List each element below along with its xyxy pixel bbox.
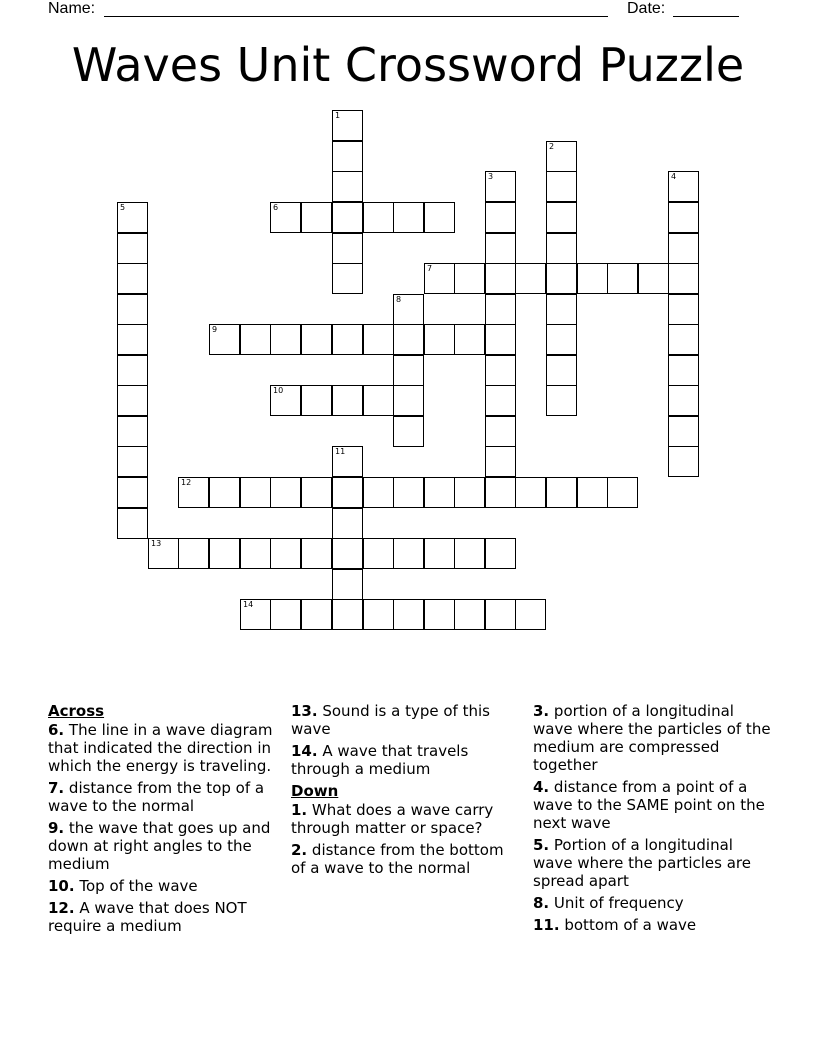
crossword-cell[interactable] [393,538,424,569]
crossword-cell[interactable] [668,171,699,202]
clue-number: 7. [48,779,65,797]
clue-across-10 [48,877,273,895]
crossword-cell[interactable] [485,599,516,630]
clue-down-4 [533,778,773,832]
crossword-cell[interactable] [178,538,209,569]
clue-down-2 [291,841,516,877]
crossword-cell[interactable] [546,324,577,355]
crossword-cell[interactable] [546,263,577,294]
crossword-cell[interactable] [332,110,363,141]
clue-text: distance from the top of a wave to the normal [48,779,265,815]
crossword-cell[interactable] [301,385,332,416]
date-label: Date: [627,0,666,17]
cell-number: 6 [273,203,279,212]
cell-number: 12 [181,478,192,487]
crossword-cell[interactable] [424,202,455,233]
clue-text: the wave that goes up and down at right angles to the medium [48,819,271,873]
cell-number: 5 [120,203,126,212]
clue-down-1 [291,801,516,837]
crossword-cell[interactable] [363,385,394,416]
crossword-cell[interactable] [454,263,485,294]
crossword-cell[interactable] [485,233,516,264]
crossword-cell[interactable] [668,202,699,233]
crossword-cell[interactable] [485,477,516,508]
crossword-cell[interactable] [332,263,363,294]
crossword-cell[interactable] [485,294,516,325]
crossword-cell[interactable] [270,385,301,416]
clue-text: A wave that travels through a medium [291,742,469,778]
crossword-cell[interactable] [117,446,148,477]
crossword-cell[interactable] [577,263,608,294]
crossword-cell[interactable] [332,446,363,477]
crossword-cell[interactable] [485,385,516,416]
crossword-cell[interactable] [240,538,271,569]
crossword-cell[interactable] [515,263,546,294]
crossword-cell[interactable] [454,477,485,508]
name-label: Name: [48,0,96,17]
crossword-cell[interactable] [546,355,577,386]
crossword-cell[interactable] [638,263,669,294]
crossword-cell[interactable] [332,233,363,264]
clue-across-6 [48,721,273,775]
clue-across-12 [48,899,273,935]
crossword-cell[interactable] [485,446,516,477]
crossword-cell[interactable] [668,263,699,294]
crossword-cell[interactable] [363,477,394,508]
crossword-cell[interactable] [117,263,148,294]
clues-column-2 [291,702,516,881]
clues-column-3 [533,702,773,938]
clues-column-1 [48,702,273,939]
crossword-cell[interactable] [332,141,363,172]
down-heading: Down [291,782,339,800]
crossword-cell[interactable] [117,508,148,539]
crossword-cell[interactable] [332,477,363,508]
crossword-cell[interactable] [546,294,577,325]
crossword-cell[interactable] [332,599,363,630]
crossword-cell[interactable] [270,599,301,630]
clue-down-8 [533,894,773,912]
crossword-cell[interactable] [515,477,546,508]
crossword-cell[interactable] [332,508,363,539]
crossword-cell[interactable] [301,202,332,233]
clue-across-9 [48,819,273,873]
crossword-cell[interactable] [668,385,699,416]
crossword-cell[interactable] [424,477,455,508]
cell-number: 4 [671,172,677,181]
crossword-cell[interactable] [668,233,699,264]
crossword-cell[interactable] [393,477,424,508]
cell-number: 7 [427,264,433,273]
crossword-cell[interactable] [117,477,148,508]
crossword-cell[interactable] [332,202,363,233]
clue-number: 14. [291,742,318,760]
crossword-cell[interactable] [117,233,148,264]
crossword-cell[interactable] [117,416,148,447]
crossword-cell[interactable] [270,477,301,508]
crossword-cell[interactable] [117,355,148,386]
crossword-cell[interactable] [240,324,271,355]
crossword-cell[interactable] [209,324,240,355]
crossword-cell[interactable] [577,477,608,508]
crossword-cell[interactable] [607,477,638,508]
crossword-cell[interactable] [117,202,148,233]
crossword-cell[interactable] [270,324,301,355]
clue-number: 1. [291,801,308,819]
crossword-cell[interactable] [424,263,455,294]
across-heading: Across [48,702,105,720]
crossword-cell[interactable] [393,385,424,416]
crossword-cell[interactable] [454,599,485,630]
clue-text: portion of a longitudinal wave where the particles of the medium are compressed together [533,702,771,774]
clue-down-5 [533,836,773,890]
crossword-cell[interactable] [485,416,516,447]
clue-number: 9. [48,819,65,837]
crossword-cell[interactable] [607,263,638,294]
crossword-cell[interactable] [393,599,424,630]
crossword-cell[interactable] [178,477,209,508]
clue-text: The line in a wave diagram that indicated the direction in which the energy is traveling. [48,721,273,775]
crossword-cell[interactable] [148,538,179,569]
crossword-cell[interactable] [301,477,332,508]
crossword-cell[interactable] [301,538,332,569]
crossword-cell[interactable] [270,202,301,233]
clue-across-13 [291,702,516,738]
cell-number: 3 [488,172,494,181]
crossword-cell[interactable] [363,538,394,569]
crossword-cell[interactable] [332,324,363,355]
cell-number: 1 [335,111,341,120]
crossword-cell[interactable] [454,538,485,569]
crossword-cell[interactable] [546,477,577,508]
crossword-cell[interactable] [117,294,148,325]
crossword-cell[interactable] [332,538,363,569]
crossword-cell[interactable] [209,538,240,569]
clue-text: Top of the wave [79,877,198,895]
clue-text: What does a wave carry through matter or space? [291,801,494,837]
crossword-cell[interactable] [485,263,516,294]
clue-number: 3. [533,702,550,720]
clue-number: 4. [533,778,550,796]
clue-number: 5. [533,836,550,854]
crossword-cell[interactable] [240,477,271,508]
clue-across-14 [291,742,516,778]
clue-text: Portion of a longitudinal wave where the particles are spread apart [533,836,751,890]
clue-number: 8. [533,894,550,912]
clue-text: Sound is a type of this wave [291,702,490,738]
crossword-cell[interactable] [668,446,699,477]
crossword-cell[interactable] [424,599,455,630]
crossword-cell[interactable] [668,355,699,386]
clue-text: Unit of frequency [553,894,684,912]
cell-number: 13 [151,539,162,548]
clue-down-11 [533,916,773,934]
clue-number: 12. [48,899,75,917]
crossword-cell[interactable] [485,355,516,386]
cell-number: 11 [335,447,346,456]
cell-number: 2 [549,142,555,151]
crossword-cell[interactable] [424,538,455,569]
clue-number: 13. [291,702,318,720]
crossword-cell[interactable] [393,355,424,386]
crossword-cell[interactable] [240,599,271,630]
crossword-cell[interactable] [332,569,363,600]
crossword-cell[interactable] [546,202,577,233]
crossword-cell[interactable] [515,599,546,630]
clue-number: 6. [48,721,65,739]
clue-text: A wave that does NOT require a medium [48,899,247,935]
clue-down-3 [533,702,773,774]
crossword-cell[interactable] [668,294,699,325]
crossword-cell[interactable] [363,324,394,355]
crossword-cell[interactable] [546,385,577,416]
crossword-cell[interactable] [454,324,485,355]
crossword-cell[interactable] [546,233,577,264]
crossword-cell[interactable] [393,416,424,447]
crossword-cell[interactable] [301,324,332,355]
crossword-cell[interactable] [270,538,301,569]
crossword-cell[interactable] [393,294,424,325]
crossword-cell[interactable] [332,385,363,416]
clue-across-7 [48,779,273,815]
crossword-cell[interactable] [424,324,455,355]
crossword-cell[interactable] [117,385,148,416]
crossword-cell[interactable] [485,324,516,355]
crossword-cell[interactable] [301,599,332,630]
crossword-cell[interactable] [393,324,424,355]
crossword-cell[interactable] [546,171,577,202]
clue-text: distance from a point of a wave to the SAME point on the next wave [533,778,765,832]
crossword-cell[interactable] [485,538,516,569]
crossword-cell[interactable] [332,171,363,202]
cell-number: 10 [273,386,284,395]
crossword-cell[interactable] [363,599,394,630]
clue-number: 2. [291,841,308,859]
cell-number: 9 [212,325,218,334]
crossword-cell[interactable] [485,171,516,202]
clue-text: bottom of a wave [564,916,697,934]
crossword-cell[interactable] [668,324,699,355]
crossword-cell[interactable] [363,202,394,233]
crossword-cell[interactable] [668,416,699,447]
clue-number: 10. [48,877,75,895]
crossword-cell[interactable] [393,202,424,233]
page-title: Waves Unit Crossword Puzzle [71,38,745,92]
cell-number: 14 [243,600,254,609]
crossword-cell[interactable] [209,477,240,508]
crossword-cell[interactable] [117,324,148,355]
crossword-cell[interactable] [485,202,516,233]
clue-text: distance from the bottom of a wave to the normal [291,841,504,877]
crossword-cell[interactable] [546,141,577,172]
cell-number: 8 [396,295,402,304]
clue-number: 11. [533,916,560,934]
